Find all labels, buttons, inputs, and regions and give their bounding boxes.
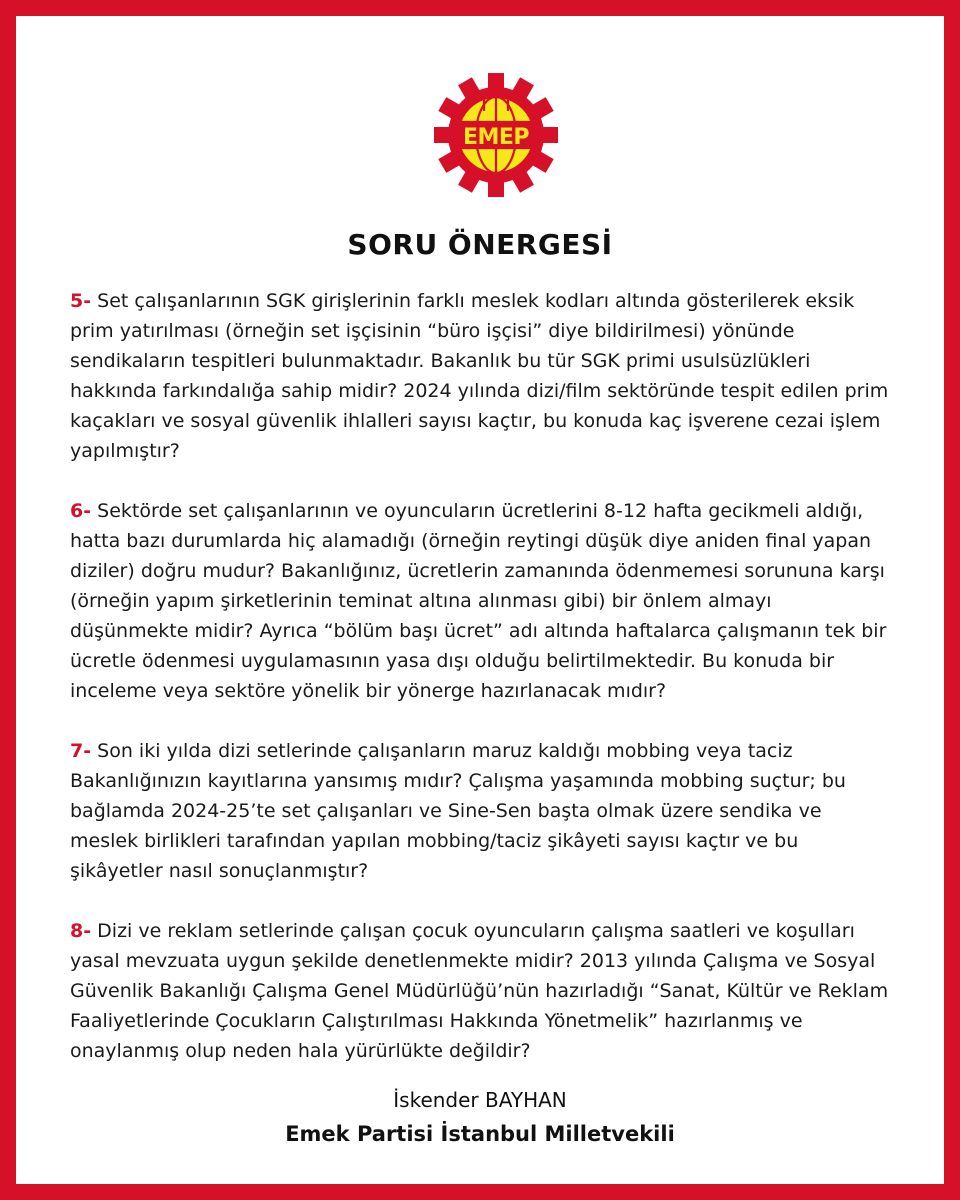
document-page	[16, 16, 944, 1184]
question-8	[70, 916, 894, 1066]
signer-role: Emek Partisi İstanbul Milletvekili	[285, 1122, 675, 1146]
logo-text: EMEP	[462, 125, 530, 150]
question-text: Dizi ve reklam setlerinde çalışan çocuk oyuncuların çalışma saatleri ve koşulları yasal mevzuata uygun şekilde denetlenmekte midir? 2013 yılında Çalışma ve Sosyal Güvenlik Bakanlığı Çalışma Genel Müdürlüğü’nün hazırladığı “Sanat, Kültür ve Reklam Faaliyetlerinde Çocukların Çalıştırılması Hakkında Yönetmelik” hazırlanmış ve onaylanmış olup neden hala yürürlükte değildir?	[70, 920, 889, 1062]
question-list	[70, 286, 894, 1096]
question-text: Son iki yılda dizi setlerinde çalışanların maruz kaldığı mobbing veya taciz Bakanlığınızın kayıtlarına yansımış mıdır? Çalışma yaşamında mobbing suçtur; bu bağlamda 2024-25’te set çalışanları ve Sine-Sen başta olmak üzere sendika ve meslek birlikleri tarafından yapılan mobbing/taciz şikâyeti sayısı kaçtır ve bu şikâyetler nasıl sonuçlanmıştır?	[70, 740, 846, 882]
signer-name: İskender BAYHAN	[393, 1088, 567, 1112]
emep-logo	[434, 73, 558, 197]
question-number: 5-	[70, 290, 92, 312]
question-number: 6-	[70, 500, 92, 522]
question-text: Sektörde set çalışanlarının ve oyuncuların ücretlerini 8-12 hafta gecikmeli aldığı, hatta bazı durumlarda hiç alamadığı (örneğin reytingi düşük diye aniden final yapan diziler) doğru mudur? Bakanlığınız, ücretlerin zamanında ödenmemesi sorununa karşı (örneğin yapım şirketlerinin teminat altına alınması gibi) bir önlem almayı düşünmekte midir? Ayrıca “bölüm başı ücret” adı altında haftalarca çalışmanın tek bir ücretle ödenmesi uygulamasının yasa dışı olduğu belirtilmektedir. Bu konuda bir inceleme veya sektöre yönelik bir yönerge hazırlanacak mıdır?	[70, 500, 887, 702]
question-number: 8-	[70, 920, 92, 942]
question-6	[70, 496, 894, 706]
question-text: Set çalışanlarının SGK girişlerinin farklı meslek kodları altında gösterilerek eksik prim yatırılması (örneğin set işçisinin “büro işçisi” diye bildirilmesi) yönünde sendikaların tespitleri bulunmaktadır. Bakanlık bu tür SGK primi usulsüzlükleri hakkında farkındalığa sahip midir? 2024 yılında dizi/film sektöründe tespit edilen prim kaçakları ve sosyal güvenlik ihlalleri sayısı kaçtır, bu konuda kaç işverene cezai işlem yapılmıştır?	[70, 290, 889, 462]
question-7	[70, 736, 894, 886]
page-title: SORU ÖNERGESİ	[347, 228, 613, 261]
question-5	[70, 286, 894, 466]
question-number: 7-	[70, 740, 92, 762]
